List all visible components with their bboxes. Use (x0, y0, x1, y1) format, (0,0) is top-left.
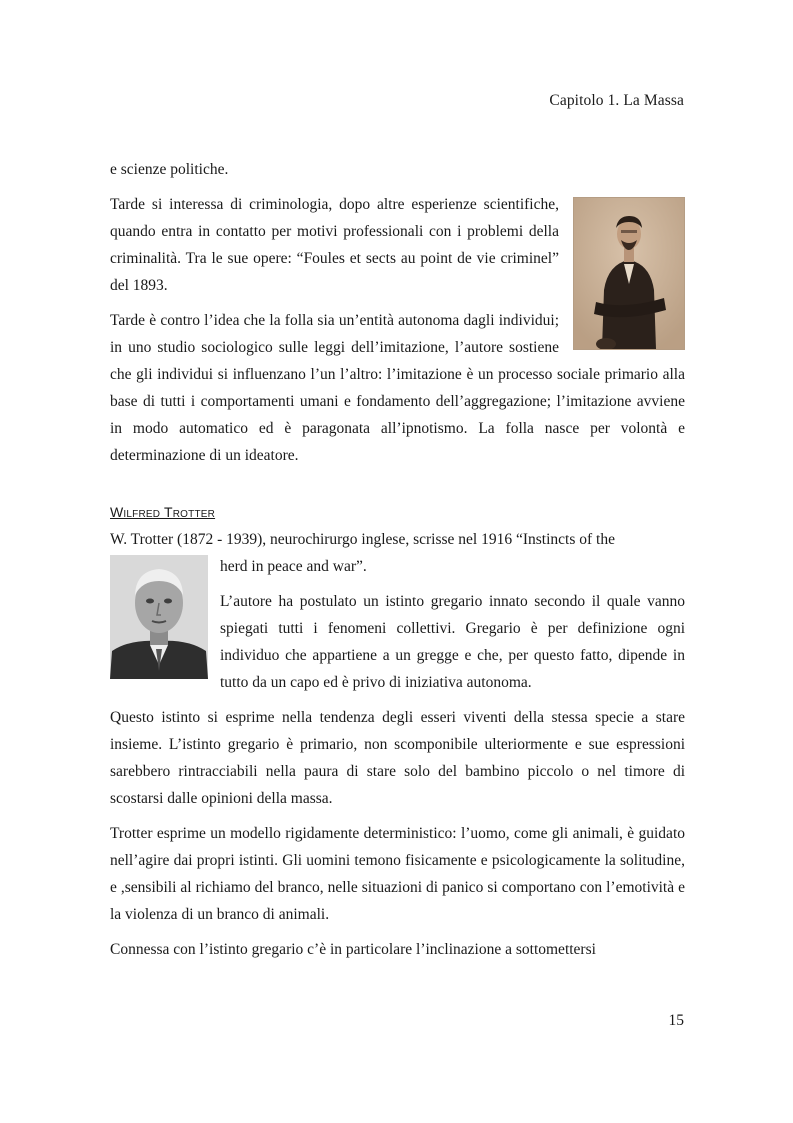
paragraph-trotter-instinct: L’autore ha postulato un istinto gregario innato secondo il quale vanno spiegati tutti i fenomeni collettivi. Gregario è per definizione ogni individuo che appartiene a un gregge e che, per questo fatto, dipende in tutto da un capo ed è privo di iniziativa autonoma. (220, 593, 685, 691)
paragraph-herd-instinct: Questo istinto si esprime nella tendenza degli esseri viventi della stessa specie a stare insieme. L’istinto gregario è primario, non scomponibile ulteriormente e sue espressioni sarebbero rintracciabili nella paura di stare solo del bambino piccolo o nel timore di scostarsi dalle opinioni della massa. (110, 709, 685, 807)
paragraph-tarde-criminology: Tarde si interessa di criminologia, dopo altre esperienze scientifiche, quando entra in contatto per motivi professionali con i problemi della criminalità. Tra le sue opere: “Foules et sects au point de vie criminel” del 1893. (110, 196, 559, 294)
paragraph-continuation: e scienze politiche. (110, 161, 229, 178)
body-text (110, 156, 685, 971)
paragraph-trotter-intro-line2: herd in peace and war”. (220, 558, 367, 575)
portrait-trotter-photo (110, 555, 208, 679)
portrait-trotter-illustration (110, 555, 208, 679)
indented-text-block (220, 553, 685, 696)
portrait-tarde-photo (573, 197, 685, 350)
paragraph-trotter-determinism: Trotter esprime un modello rigidamente deterministico: l’uomo, come gli animali, è guidato nell’agire dai propri istinti. Gli uomini temono fisicamente e psicologicamente la solitudine, e ,sensibili al richiamo del branco, nelle situazioni di panico si comportano con l’emotività e la violenza di un branco di animali. (110, 825, 685, 923)
paragraph-trotter-intro-line1: W. Trotter (1872 - 1939), neurochirurgo inglese, scrisse nel 1916 “Instincts of the (110, 531, 615, 548)
running-header: Capitolo 1. La Massa (549, 92, 684, 109)
page-number: 15 (668, 1012, 684, 1029)
portrait-tarde-illustration (574, 198, 684, 349)
paragraph-submission: Connessa con l’istinto gregario c’è in particolare l’inclinazione a sottomettersi (110, 941, 596, 958)
section-heading-wilfred-trotter: Wilfred Trotter (110, 504, 216, 520)
paragraph-tarde-imitation: Tarde è contro l’idea che la folla sia un’entità autonoma dagli individui; in uno studio sociologico sulle leggi dell’imitazione, l’autore sostiene che gli individui si influenzano l’un l’altro: l’imitazione è un processo sociale primario alla base di tutti i comportamenti umani e fondamento dell’aggregazione; l’imitazione avviene in modo automatico ed è paragonata all’ipnotismo. La folla nasce per volontà e determinazione di un ideatore. (110, 312, 685, 464)
paragraph-trotter-intro (110, 526, 685, 553)
